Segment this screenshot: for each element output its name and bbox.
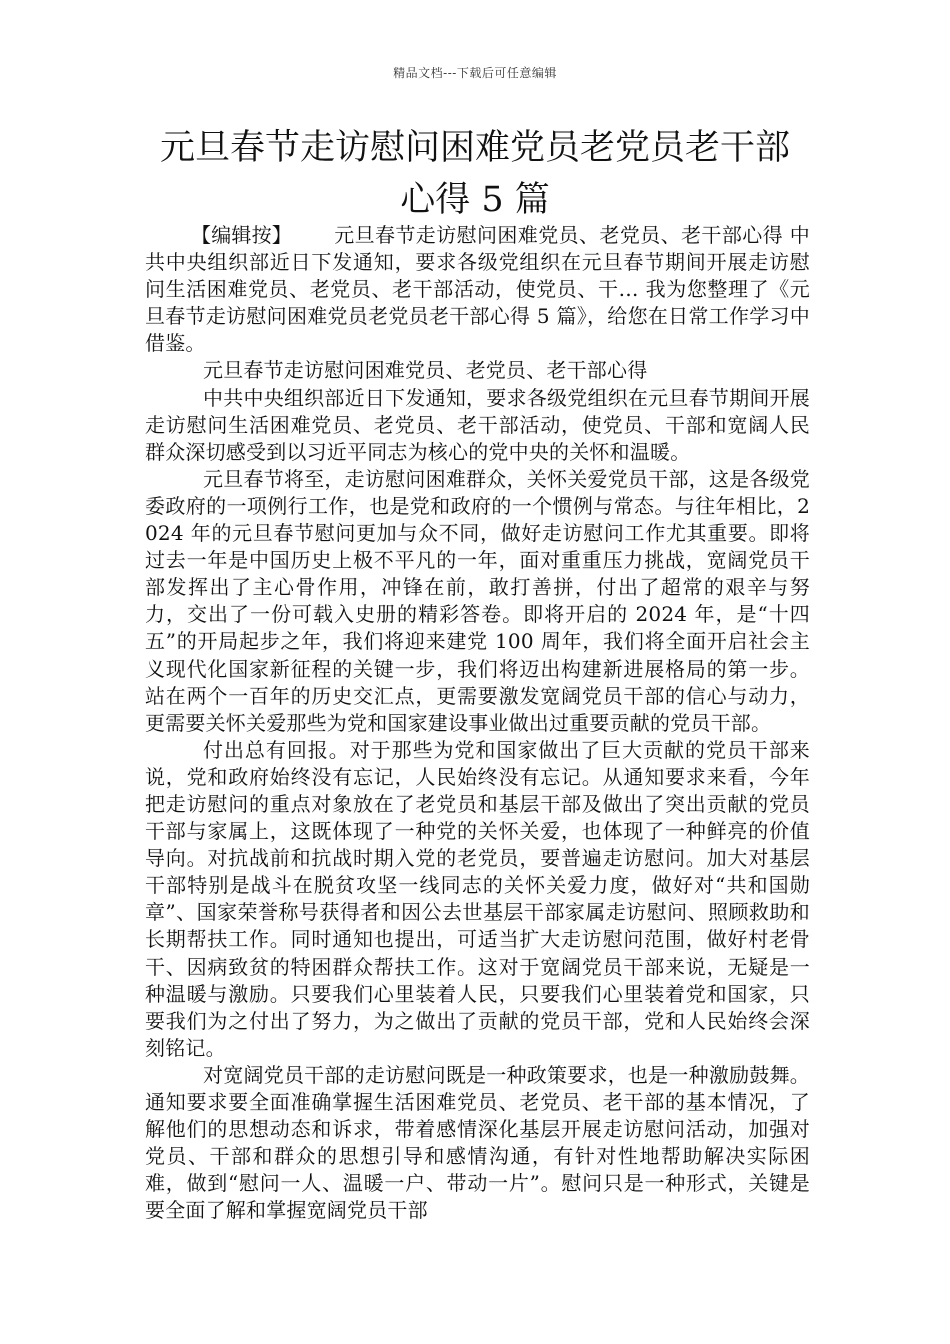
title-line-2: 心得 5 篇 (400, 180, 550, 220)
editor-text: 元旦春节走访慰问困难党员、老党员、老干部心得 中共中央组织部近日下发通知，要求各级党组织在元旦春节期间开展走访慰问生活困难党员、老党员、老干部活动，使党员、干… 我为您整理了《元旦春节走访慰问困难党员老党员老干部心得 5 篇》，给您在日常工作学习中借鉴。 (145, 223, 810, 356)
editor-note-paragraph (145, 222, 810, 357)
page-title (120, 122, 830, 226)
paragraph: 付出总有回报。对于那些为党和国家做出了巨大贡献的党员干部来说，党和政府始终没有忘记，人民始终没有忘记。从通知要求来看，今年把走访慰问的重点对象放在了老党员和基层干部及做出了突出贡献的党员干部与家属上，这既体现了一种党的关怀关爱，也体现了一种鲜亮的价值导向。对抗战前和抗战时期入党的老党员，要普遍走访慰问。加大对基层干部特别是战斗在脱贫攻坚一线同志的关怀关爱力度，做好对“共和国勋章”、国家荣誉称号获得者和因公去世基层干部家属走访慰问、照顾救助和长期帮扶工作。同时通知也提出，可适当扩大走访慰问范围，做好村老骨干、因病致贫的特困群众帮扶工作。这对于宽阔党员干部来说，无疑是一种温暖与激励。只要我们心里装着人民，只要我们心里装着党和国家，只要我们为之付出了努力，为之做出了贡献的党员干部，党和人民始终会深刻铭记。 (145, 737, 810, 1060)
header-note: 精品文档---下载后可任意编辑 (393, 66, 557, 80)
title-line-1: 元旦春节走访慰问困难党员老党员老干部 (159, 128, 790, 168)
paragraph: 中共中央组织部近日下发通知，要求各级党组织在元旦春节期间开展走访慰问生活困难党员、老党员、老干部活动，使党员、干部和宽阔人民群众深切感受到以习近平同志为核心的党中央的关怀和温暖。 (145, 385, 810, 464)
paragraph-subtitle: 元旦春节走访慰问困难党员、老党员、老干部心得 (203, 358, 648, 383)
paragraph: 元旦春节将至，走访慰问困难群众，关怀关爱党员干部，这是各级党委政府的一项例行工作，也是党和政府的一个惯例与常态。与往年相比，2024 年的元旦春节慰问更加与众不同，做好走访慰问工作尤其重要。即将过去一年是中国历史上极不平凡的一年，面对重重压力挑战，宽阔党员干部发挥出了主心骨作用，冲锋在前，敢打善拼，付出了超常的艰辛与努力，交出了一份可载入史册的精彩答卷。即将开启的 2024 年，是“十四五”的开局起步之年，我们将迎来建党 100 周年，我们将全面开启社会主义现代化国家新征程的关键一步，我们将迈出构建新进展格局的第一步。站在两个一百年的历史交汇点，更需要激发宽阔党员干部的信心与动力，更需要关怀关爱那些为党和国家建设事业做出过重要贡献的党员干部。 (145, 466, 810, 735)
editor-label: 【编辑按】 (191, 223, 292, 247)
document-body (145, 222, 810, 1224)
paragraph: 对宽阔党员干部的走访慰问既是一种政策要求，也是一种激励鼓舞。通知要求要全面准确掌握生活困难党员、老党员、老干部的基本情况，了解他们的思想动态和诉求，带着感情深化基层开展走访慰问活动，加强对党员、干部和群众的思想引导和感情沟通，有针对性地帮助解决实际困难，做到“慰问一人、温暖一户、带动一片”。慰问只是一种形式，关键是要全面了解和掌握宽阔党员干部 (145, 1062, 810, 1223)
